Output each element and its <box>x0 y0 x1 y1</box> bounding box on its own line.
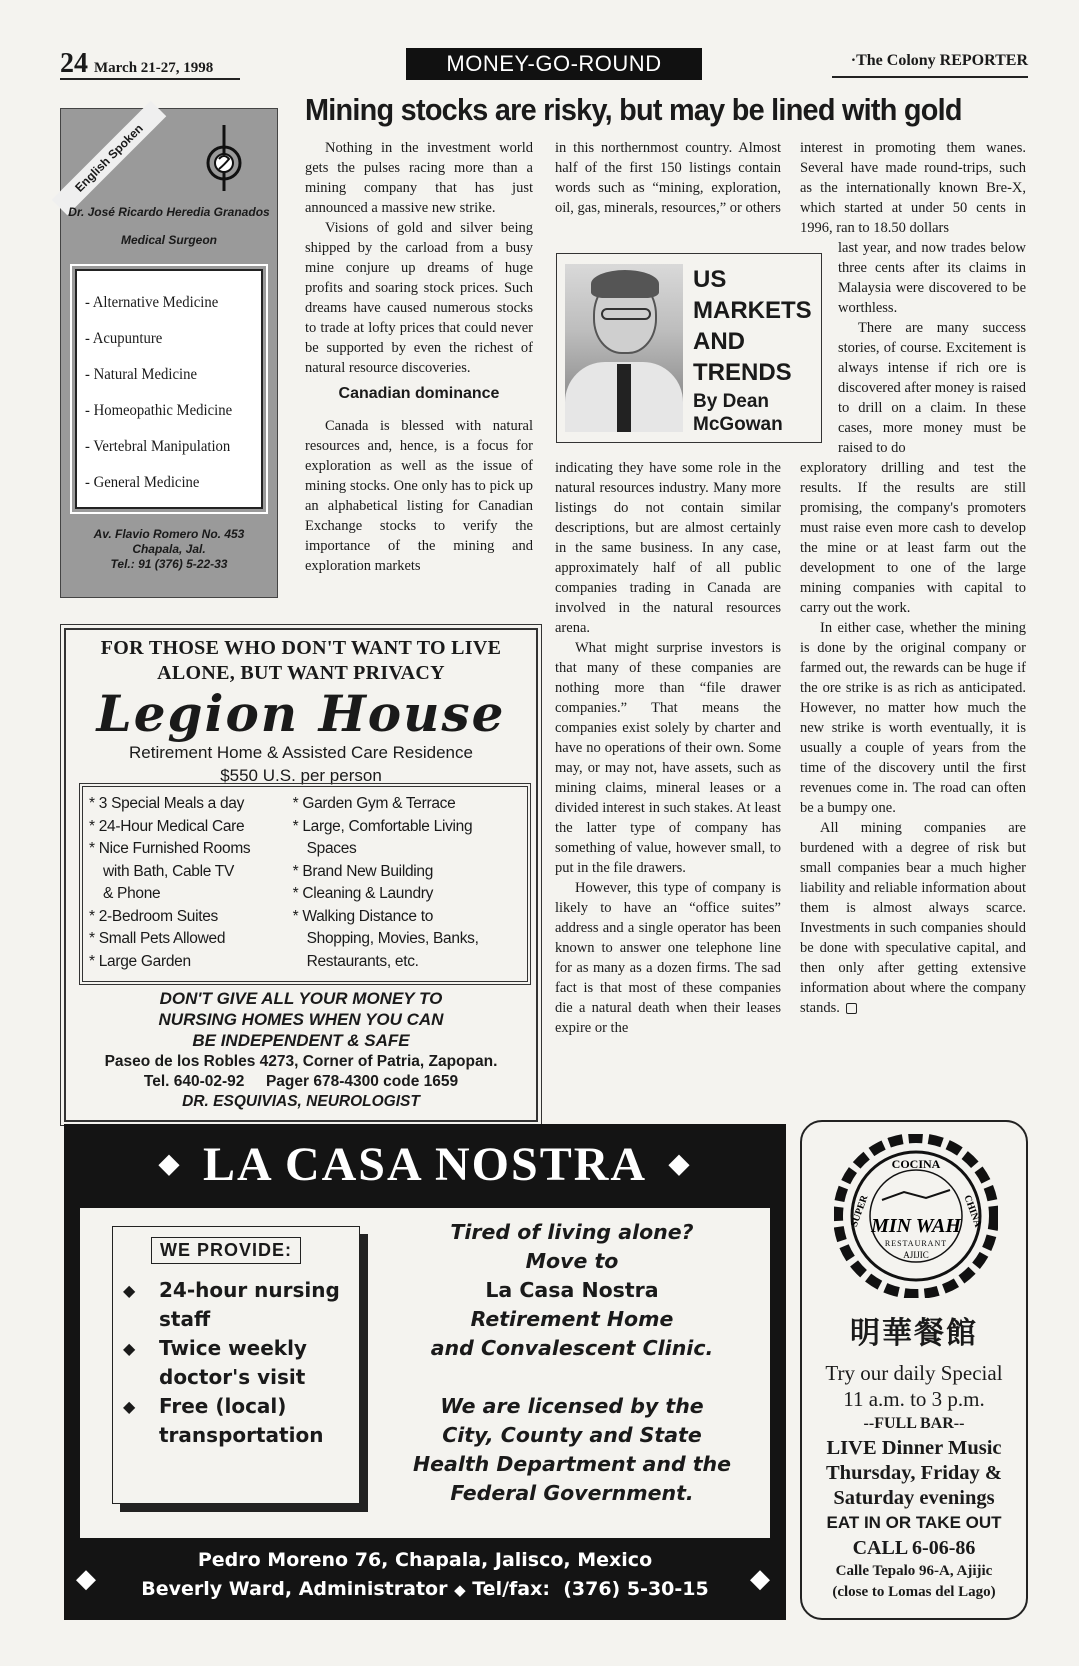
article-paragraph: Nothing in the investment world gets the pulses racing more than a mining company that has just announced a massive new strike. <box>305 140 533 216</box>
message-line: Tired of living alone? <box>450 1220 694 1244</box>
service-item: - Homeopathic Medicine <box>85 402 233 419</box>
we-provide-box <box>112 1226 360 1504</box>
diamond-icon: ◆ <box>454 1581 466 1599</box>
feature-item: * Brand New Building <box>292 862 434 880</box>
feature-item: * Garden Gym & Terrace <box>292 795 456 812</box>
column-title-line: AND <box>693 328 745 355</box>
ad-contact <box>66 1052 536 1112</box>
provide-item <box>123 1276 359 1334</box>
message-line: and Convalescent Clinic. <box>430 1336 714 1360</box>
phone-line: CALL 6-06-86 <box>852 1537 976 1559</box>
article-column-1 <box>305 138 533 576</box>
feature-item: * 3 Special Meals a day <box>89 795 245 812</box>
ad-message <box>386 1218 758 1508</box>
info-line: --FULL BAR-- <box>863 1415 965 1432</box>
phone-line: Tel.: 91 (376) 5-22-33 <box>110 557 228 571</box>
column-title-line: MARKETS <box>693 297 812 324</box>
feature-item: & Phone <box>103 885 161 902</box>
column-byline-box <box>556 253 822 443</box>
address-line: (close to Lomas del Lago) <box>832 1584 996 1600</box>
services-list <box>75 269 263 509</box>
article-paragraph: exploratory drilling and test the results. If the results are still promising, the company's promoters must raise even more cash to develop the mine or at least farm out the development to one of the large mining companies with capital to carry out the work. <box>800 460 1026 616</box>
phone-line: Tel. 640-02-92 Pager 678-4300 code 1659 <box>143 1073 459 1090</box>
diamond-icon: ◆ <box>76 1564 96 1593</box>
min-wah-ad <box>800 1120 1028 1620</box>
features-right <box>293 793 521 975</box>
legion-house-ad <box>64 628 538 1122</box>
publication-name: ·The Colony REPORTER <box>832 52 1028 78</box>
feature-item: * Large Garden <box>89 952 191 970</box>
la-casa-nostra-ad <box>64 1124 786 1620</box>
feature-item: * 24-Hour Medical Care <box>89 817 245 835</box>
message-line: Health Department and the <box>412 1452 732 1476</box>
page-number: 24 <box>60 48 88 79</box>
article-column-2-bottom <box>555 458 781 1038</box>
feature-item: * Small Pets Allowed <box>89 930 226 947</box>
diamond-bullet-icon: ◆ <box>123 1339 136 1358</box>
diamond-bullet-icon: ◆ <box>123 1397 136 1416</box>
features-left <box>89 793 293 975</box>
diamond-icon: ◆ <box>750 1564 770 1593</box>
info-line: EAT IN OR TAKE OUT <box>826 1513 1002 1532</box>
address-line: Av. Flavio Romero No. 453 <box>93 527 245 541</box>
surgeon-ad <box>60 108 278 598</box>
ad-body <box>80 1208 770 1538</box>
tagline-line: ALONE, BUT WANT PRIVACY <box>157 662 445 684</box>
seal-name-text: MIN WAH <box>871 1215 961 1237</box>
surgeon-address <box>61 527 277 572</box>
message-line: Move to <box>525 1249 619 1273</box>
provide-text: Twice weekly doctor's visit <box>159 1336 307 1389</box>
issue-date: March 21-27, 1998 <box>94 60 214 76</box>
service-item: - Vertebral Manipulation <box>85 438 231 455</box>
article-paragraph: There are many success stories, of course. Excitement is always intense if rich ore is discovered after money is raised to drill on a claim. In these cases, more money must be raised to do <box>838 320 1026 456</box>
byline-by: By Dean <box>693 391 770 412</box>
article-headline: Mining stocks are risky, but may be lined with gold <box>305 92 962 127</box>
doctor-title: Medical Surgeon <box>120 233 218 247</box>
doctor-name: Dr. José Ricardo Heredia Granados <box>68 205 270 219</box>
slogan-line: BE INDEPENDENT & SAFE <box>192 1031 410 1050</box>
article-paragraph: What might surprise investors is that many of these companies are nothing more than “file drawer companies.” That means the companies exist solely by charter and have no operations of their own. Some may, or may not, have assets, such as mining claims, mineral leases or a divided interest in such stakes. At least the latter type of company has something of value, however small, to put in the file drawers. <box>555 640 781 876</box>
message-line: City, County and State <box>442 1423 702 1447</box>
ad-tagline <box>66 636 536 686</box>
service-item: - General Medicine <box>85 474 200 491</box>
column-title <box>693 264 819 436</box>
doctor-line: DR. ESQUIVIAS, NEUROLOGIST <box>182 1093 420 1110</box>
diamond-bullet-icon: ◆ <box>123 1281 136 1300</box>
article-last-text: All mining companies are burdened with a degree of risk but small companies bear a much higher liability and reliable information about them is almost always scarce. Investments in such companies should be done with speculative capital, and then only after getting extensive information about where the company stands. <box>800 820 1026 1016</box>
article-paragraph: interest in promoting them wanes. Several have made round-trips, such as the internationally known Bre-X, which started at under 50 cents in 1996, ran to 18.50 dollars <box>800 140 1026 236</box>
page-header-left <box>60 50 240 80</box>
slogan-line: NURSING HOMES WHEN YOU CAN <box>158 1010 444 1029</box>
address-line: Chapala, Jal. <box>132 542 206 556</box>
column-title-line: US <box>693 266 727 293</box>
english-spoken-ribbon: English Spoken <box>52 101 167 216</box>
features-box <box>82 786 528 982</box>
article-column-3-top <box>800 138 1026 238</box>
address-line: Pedro Moreno 76, Chapala, Jalisco, Mexico <box>197 1549 653 1571</box>
message-line: Federal Government. <box>450 1481 694 1505</box>
feature-item: Restaurants, etc. <box>306 952 419 970</box>
end-of-story-icon <box>846 1003 857 1014</box>
article-paragraph: Visions of gold and silver being shipped by the carload from a busy mine conjure up dreams of huge profits and soaring stock prices. Such dreams have caused numerous stocks to trade at lofty prices that could never be supported by even the richest of natural resource discoveries. <box>305 220 533 376</box>
feature-item: * Nice Furnished Rooms <box>89 840 251 857</box>
tagline-line: FOR THOSE WHO DON'T WANT TO LIVE <box>100 637 502 659</box>
seal-left-text: SUPER <box>848 1193 871 1229</box>
article-paragraph: in this northernmost country. Almost half of the first 150 listings contain words such as “mining, exploration, oil, gas, minerals, resources,” or others <box>555 140 781 216</box>
ad-footer <box>64 1546 786 1605</box>
we-provide-title: WE PROVIDE: <box>151 1237 301 1264</box>
diamond-icon: ◆ <box>158 1149 181 1178</box>
column-title-line: TRENDS <box>693 359 792 386</box>
message-line: La Casa Nostra <box>485 1278 659 1302</box>
article-column-3-mid <box>838 238 1026 458</box>
message-line: We are licensed by the <box>440 1394 704 1418</box>
seal-top-text: COCINA <box>891 1157 941 1171</box>
admin-name: Beverly Ward, Administrator <box>141 1578 448 1600</box>
service-item: - Alternative Medicine <box>85 294 219 311</box>
feature-item: Shopping, Movies, Banks, <box>306 930 479 947</box>
service-item: - Acupunture <box>85 330 163 347</box>
article-paragraph: However, this type of company is likely to have an “office suites” address and a single operator has been known to answer one telephone line for as many as a dozen firms. The sad fact is that most of these companies die a natural death when their leases expire or the <box>555 880 781 1036</box>
message-line: Retirement Home <box>470 1307 674 1331</box>
article-paragraph: Canada is blessed with natural resources and, hence, is a focus for exploration as well as the issue of mining stocks. One only has to pick up an alphabetical listing for Canadian Exchange stocks to verify the importance of the mining and exploration markets <box>305 418 533 574</box>
article-column-3-bottom <box>800 458 1026 1018</box>
provide-text: 24-hour nursing staff <box>159 1278 340 1331</box>
article-paragraph: indicating they have some role in the natural resources industry. Many more listings do not contain similar descriptions, but are almost certainly in the same business. In any case, approximately half of all public companies trading in Canada are involved in the natural resources arena. <box>555 460 781 636</box>
article-paragraph: last year, and now trades below three cents after its claims in Malaysia were discovered to be worthless. <box>838 240 1026 316</box>
slogan-line: DON'T GIVE ALL YOUR MONEY TO <box>159 989 443 1008</box>
feature-item: * Cleaning & Laundry <box>292 885 434 902</box>
provide-item <box>123 1334 359 1392</box>
info-line: 11 a.m. to 3 p.m. <box>843 1387 985 1411</box>
caduceus-logo-icon <box>201 123 247 193</box>
author-photo <box>565 264 683 432</box>
seal-right-text: CHINA <box>961 1193 984 1229</box>
section-title: MONEY-GO-ROUND <box>406 48 702 80</box>
feature-item: * Walking Distance to <box>292 907 434 925</box>
seal-town-text: AJIJIC <box>903 1250 929 1260</box>
restaurant-seal-logo <box>834 1134 998 1298</box>
message-spacer <box>386 1363 758 1392</box>
service-item: - Natural Medicine <box>85 366 197 383</box>
article-subhead: Canadian dominance <box>338 385 500 402</box>
provide-list <box>123 1276 359 1450</box>
article-paragraph <box>800 818 1026 1018</box>
article-paragraph: In either case, whether the mining is done by the original company or farmed out, the rewards can be huge if the ore strike is as rich as anticipated. However, no matter how much the new strike is worth eventually, it is usually a couple of years from the time of the discovery until the first revenues come in. The road can often be a bumpy one. <box>800 620 1026 816</box>
provide-text: Free (local) transportation <box>159 1394 324 1447</box>
phone: Tel/fax: (376) 5-30-15 <box>472 1578 709 1600</box>
restaurant-info <box>802 1360 1026 1603</box>
feature-item: with Bath, Cable TV <box>103 862 234 880</box>
ad-slogan <box>66 988 536 1051</box>
ad-title <box>64 1132 786 1196</box>
admin-line <box>64 1575 786 1605</box>
article-column-2-top <box>555 138 781 218</box>
seal-sub-text: RESTAURANT <box>884 1239 948 1248</box>
byline-author: McGowan <box>693 414 783 435</box>
ad-title-text: LA CASA NOSTRA <box>202 1137 648 1191</box>
feature-item: Spaces <box>306 840 357 857</box>
brand-name: Legion House <box>96 684 506 743</box>
info-line: Thursday, Friday & <box>826 1462 1002 1484</box>
provide-item <box>123 1392 359 1450</box>
info-line: Saturday evenings <box>833 1487 995 1509</box>
price: $550 U.S. per person <box>220 766 382 785</box>
brand-subtitle: Retirement Home & Assisted Care Residence <box>129 743 473 762</box>
address-line: Paseo de los Robles 4273, Corner of Patria, Zapopan. <box>104 1053 498 1070</box>
info-line: LIVE Dinner Music <box>826 1437 1002 1459</box>
info-line: Try our daily Special <box>825 1361 1003 1385</box>
diamond-icon: ◆ <box>669 1149 692 1178</box>
feature-item: * Large, Comfortable Living <box>292 817 473 835</box>
address-line: Calle Tepalo 96-A, Ajijic <box>835 1563 993 1579</box>
feature-item: * 2-Bedroom Suites <box>89 907 218 925</box>
chinese-name: 明華餐館 <box>850 1316 978 1351</box>
